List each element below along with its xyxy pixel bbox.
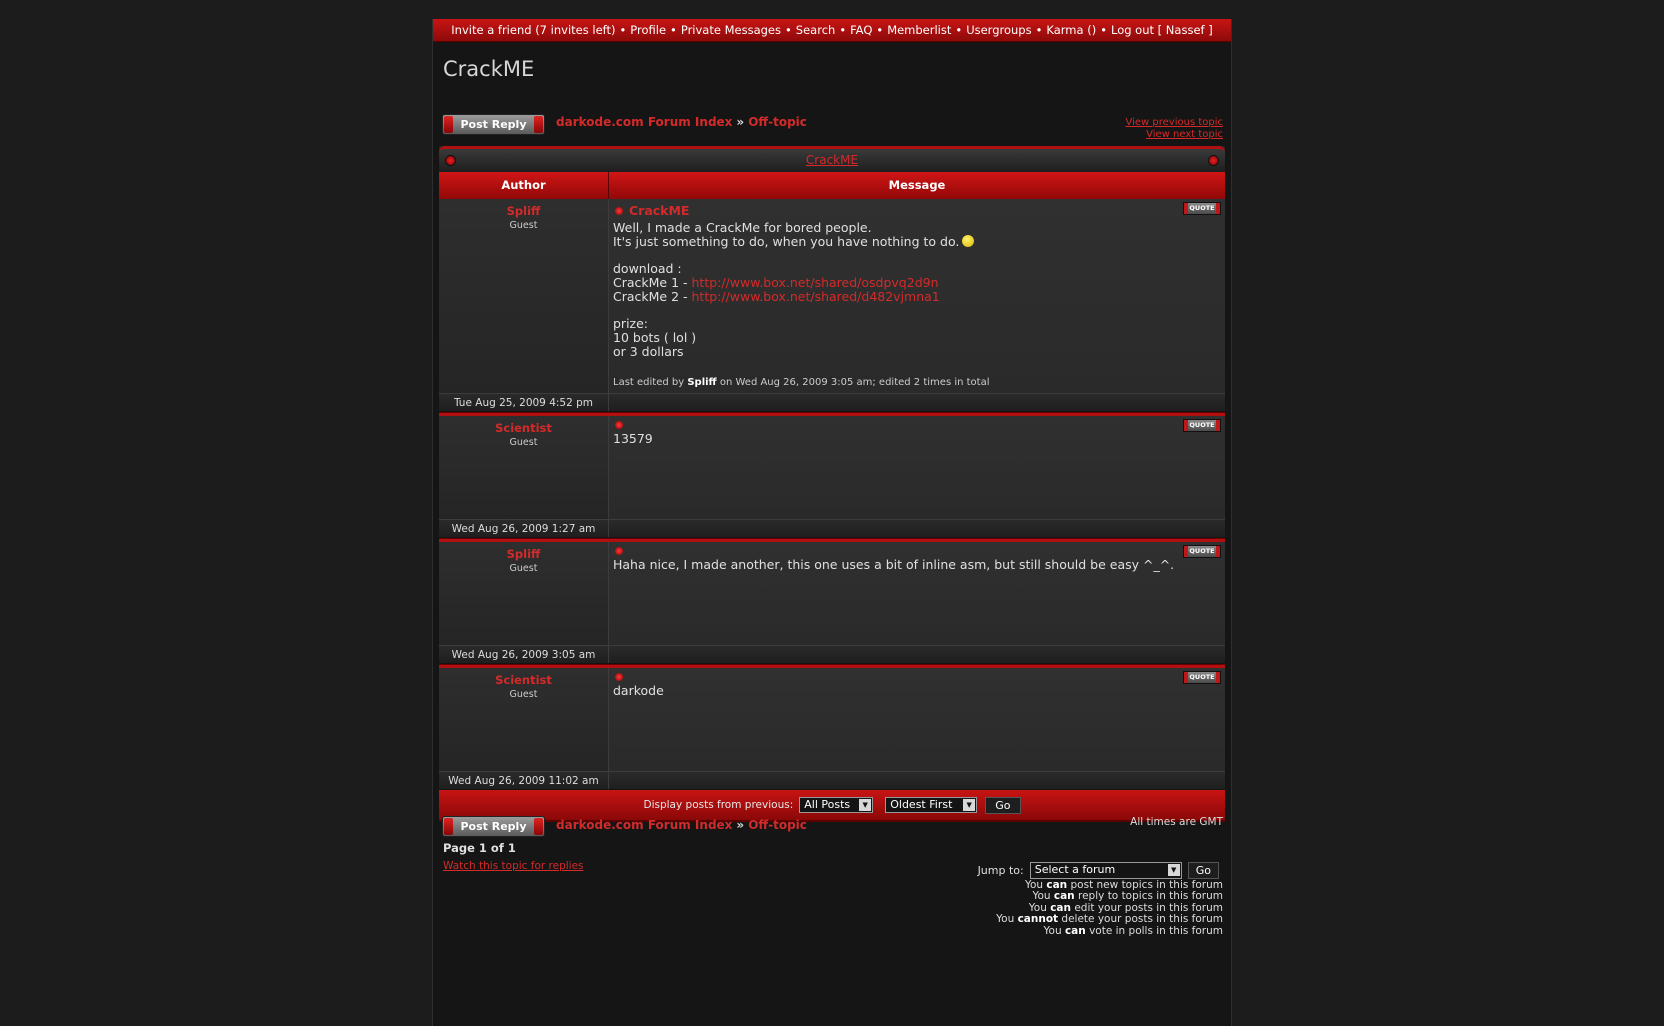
nav-faq[interactable]: FAQ	[850, 23, 873, 37]
perm-pre: You	[1024, 879, 1047, 891]
view-previous-topic-link[interactable]: View previous topic	[1125, 117, 1223, 128]
post-message	[609, 416, 1225, 519]
quote-button[interactable]: QUOTE	[1183, 202, 1221, 215]
quote-button[interactable]: QUOTE	[1183, 419, 1221, 432]
jump-label: Jump to:	[977, 864, 1024, 877]
display-go-button[interactable]: Go	[985, 797, 1020, 814]
post-line-text: CrackMe 2 -	[613, 289, 692, 304]
jump-to	[978, 862, 1219, 879]
post-line-text: It's just something to do, when you have nothing to do.	[613, 234, 960, 249]
breadcrumb-bottom	[556, 818, 807, 832]
post-date: Wed Aug 26, 2009 11:02 am	[439, 772, 609, 789]
breadcrumb-off-topic[interactable]: Off-topic	[748, 818, 807, 832]
posts-table	[439, 146, 1225, 822]
perm-value: can	[1046, 879, 1068, 891]
topic-title-link[interactable]: CrackME	[805, 153, 859, 167]
nav-invite[interactable]: Invite a friend (7 invites left)	[451, 23, 616, 37]
post-icon	[615, 207, 623, 215]
edited-by: Spliff	[687, 377, 717, 388]
watch-topic-link[interactable]: Watch this topic for replies	[443, 860, 584, 872]
nav-sep: •	[839, 23, 847, 37]
post-icon	[615, 547, 623, 555]
post-line: prize:	[613, 316, 649, 331]
page-number: Page 1 of 1	[443, 841, 516, 855]
topic-navigation	[1125, 117, 1223, 141]
permissions-list	[996, 880, 1223, 937]
perm-value: cannot	[1017, 913, 1059, 926]
author-rank: Guest	[509, 437, 538, 448]
perm-post: vote in polls in this forum	[1085, 924, 1223, 937]
post-text: darkode	[613, 683, 664, 698]
post-line	[613, 276, 1221, 290]
post-reply-button[interactable]: Post Reply	[442, 114, 545, 135]
chevron-down-icon: ▼	[859, 799, 871, 811]
timezone-note: All times are GMT	[1130, 816, 1223, 828]
nav-sep: •	[876, 23, 884, 37]
watch-topic	[443, 860, 584, 872]
post-footer-spacer	[609, 394, 1225, 411]
author-name[interactable]: Spliff	[506, 547, 541, 561]
caption-dot-icon	[445, 155, 456, 166]
post-message	[609, 668, 1225, 771]
post-subject	[613, 547, 1221, 555]
post-footer	[439, 519, 1225, 538]
nav-sep: •	[955, 23, 963, 37]
author-column-header: Author	[439, 172, 609, 199]
post	[439, 416, 1225, 542]
post-footer	[439, 771, 1225, 790]
post-text: Haha nice, I made another, this one uses a bit of inline asm, but still should be easy ^_^.	[613, 557, 1175, 572]
period-select[interactable]	[799, 797, 873, 813]
post	[439, 542, 1225, 668]
post-footer-spacer	[609, 772, 1225, 789]
order-select-value: Oldest First	[890, 798, 953, 811]
table-header	[439, 172, 1225, 199]
breadcrumb-forum-index[interactable]: darkode.com Forum Index	[556, 818, 733, 832]
post	[439, 668, 1225, 790]
post-date: Tue Aug 25, 2009 4:52 pm	[439, 394, 609, 411]
permission-line	[996, 926, 1223, 937]
post-icon	[615, 673, 623, 681]
post-subject	[613, 673, 1221, 681]
order-select[interactable]	[885, 797, 977, 813]
post-line	[613, 235, 1221, 249]
post-date: Wed Aug 26, 2009 1:27 am	[439, 520, 609, 537]
edited-note	[613, 376, 990, 390]
post-footer	[439, 393, 1225, 412]
nav-usergroups[interactable]: Usergroups	[966, 23, 1032, 37]
perm-pre: You	[1028, 901, 1051, 914]
message-column-header: Message	[888, 178, 946, 192]
perm-post: post new topics in this forum	[1067, 879, 1223, 891]
page-title: CrackME	[443, 57, 535, 81]
author-name[interactable]: Spliff	[506, 204, 541, 218]
post-message	[609, 542, 1225, 645]
author-rank: Guest	[509, 220, 538, 231]
nav-sep: •	[670, 23, 677, 37]
caption-dot-icon	[1208, 155, 1219, 166]
post-text: 13579	[613, 431, 653, 446]
perm-value: can	[1064, 924, 1086, 937]
page-wrapper	[432, 19, 1232, 1026]
post-message	[609, 199, 1225, 393]
period-select-value: All Posts	[804, 798, 851, 811]
author-rank: Guest	[509, 689, 538, 700]
view-next-topic-link[interactable]: View next topic	[1146, 129, 1223, 140]
table-caption	[439, 146, 1225, 172]
crackme1-link[interactable]: http://www.box.net/shared/osdpvq2d9n	[691, 275, 939, 290]
perm-post: edit your posts in this forum	[1071, 901, 1223, 914]
perm-pre: You	[996, 913, 1018, 926]
nav-sep: •	[1100, 23, 1107, 37]
author-rank: Guest	[509, 563, 538, 574]
post-author	[439, 199, 609, 393]
perm-value: can	[1050, 901, 1071, 914]
post-author	[439, 416, 609, 519]
quote-button[interactable]: QUOTE	[1183, 671, 1221, 684]
post-author	[439, 668, 609, 771]
nav-memberlist[interactable]: Memberlist	[887, 23, 952, 37]
author-name[interactable]: Scientist	[495, 673, 552, 687]
edited-prefix: Last edited by	[613, 377, 688, 388]
perm-pre: You	[1043, 924, 1065, 937]
jump-go-button[interactable]: Go	[1188, 862, 1219, 879]
post-icon	[615, 421, 623, 429]
nav-sep: •	[785, 23, 792, 37]
post-line: 10 bots ( lol )	[613, 330, 697, 345]
post-subject	[613, 421, 1221, 429]
breadcrumb-forum-index[interactable]: darkode.com Forum Index	[556, 115, 733, 129]
post-author	[439, 542, 609, 645]
crackme2-link[interactable]: http://www.box.net/shared/d482vjmna1	[691, 289, 940, 304]
edited-suffix: on Wed Aug 26, 2009 3:05 am; edited 2 times in total	[716, 377, 990, 388]
jump-select-value: Select a forum	[1034, 863, 1116, 876]
post-footer	[439, 645, 1225, 664]
nav-logout[interactable]: Log out [ Nassef ]	[1110, 23, 1213, 37]
breadcrumb-sep: »	[736, 818, 745, 832]
nav-search[interactable]: Search	[795, 23, 836, 37]
nav-sep: •	[619, 23, 627, 37]
post-subject-text: CrackME	[629, 203, 690, 218]
perm-post: reply to topics in this forum	[1074, 890, 1223, 903]
post-reply-button-bottom[interactable]: Post Reply	[442, 816, 545, 837]
post	[439, 199, 1225, 416]
post-date: Wed Aug 26, 2009 3:05 am	[439, 646, 609, 663]
nav-karma[interactable]: Karma ()	[1046, 23, 1097, 37]
perm-pre: You	[1032, 890, 1054, 903]
post-footer-spacer	[609, 646, 1225, 663]
nav-sep: •	[1035, 23, 1043, 37]
chevron-down-icon: ▼	[963, 799, 975, 811]
post-line-text: CrackMe 1 -	[613, 275, 692, 290]
nav-private-messages[interactable]: Private Messages	[680, 23, 781, 37]
post-line: Well, I made a CrackMe for bored people.	[613, 220, 872, 235]
post-subject	[613, 204, 1221, 218]
breadcrumb	[556, 115, 807, 129]
smiley-icon	[962, 235, 974, 247]
display-label: Display posts from previous:	[643, 799, 794, 811]
perm-value: can	[1053, 890, 1075, 903]
top-nav-bar	[433, 19, 1231, 42]
author-name[interactable]: Scientist	[495, 421, 552, 435]
nav-profile[interactable]: Profile	[630, 23, 667, 37]
perm-post: delete your posts in this forum	[1058, 913, 1223, 926]
chevron-down-icon: ▼	[1168, 864, 1180, 876]
post-footer-spacer	[609, 520, 1225, 537]
jump-forum-select[interactable]	[1030, 862, 1182, 879]
quote-button[interactable]: QUOTE	[1183, 545, 1221, 558]
breadcrumb-sep: »	[736, 115, 745, 129]
post-line	[613, 290, 1221, 304]
post-line: download :	[613, 261, 682, 276]
post-line: or 3 dollars	[613, 344, 684, 359]
breadcrumb-off-topic[interactable]: Off-topic	[748, 115, 807, 129]
